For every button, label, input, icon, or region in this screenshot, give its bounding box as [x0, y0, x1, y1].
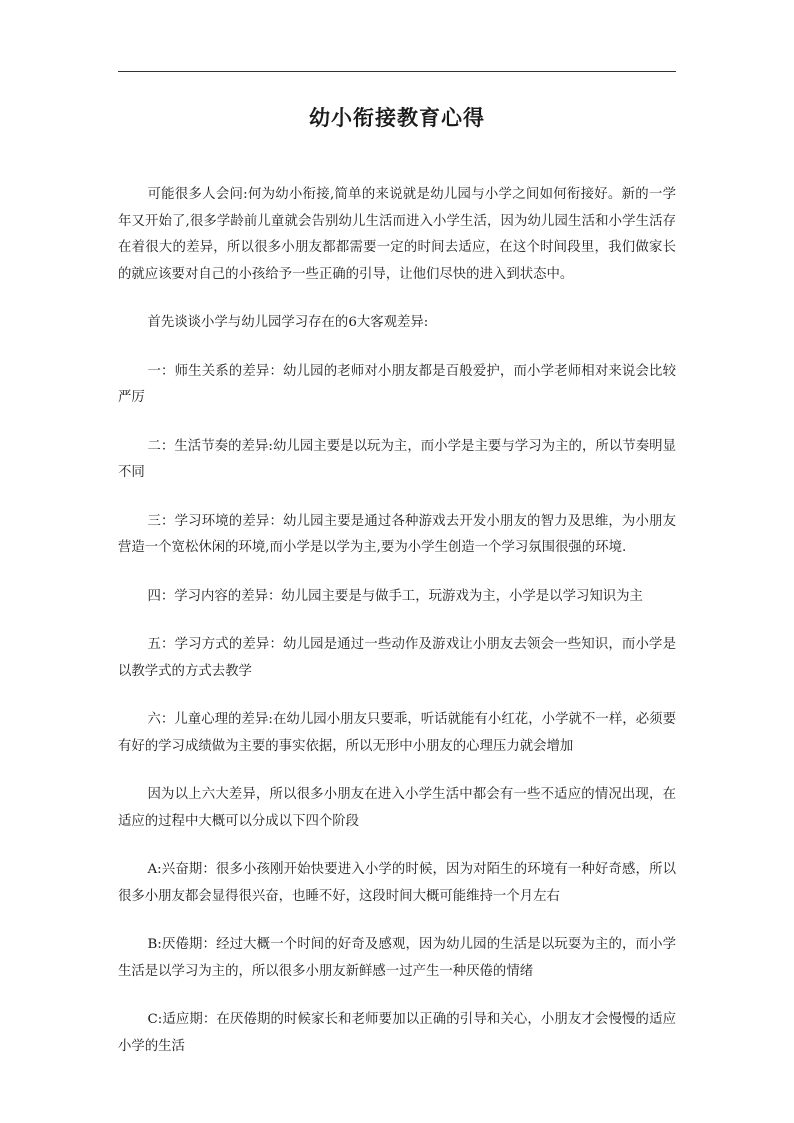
paragraph-difference-6: 六：儿童心理的差异:在幼儿园小朋友只要乖，听话就能有小红花，小学就不一样，必须要有好的学习成绩做为主要的事实依据，所以无形中小朋友的心理压力就会增加 [118, 712, 676, 754]
paragraph-difference-3: 三：学习环境的差异：幼儿园主要是通过各种游戏去开发小朋友的智力及思维，为小朋友营造一个宽松休闲的环境,而小学是以学为主,要为小学生创造一个学习氛围很强的环境. [118, 513, 676, 555]
paragraph-difference-2: 二：生活节奏的差异:幼儿园主要是以玩为主，而小学是主要与学习为主的，所以节奏明显不同 [118, 438, 676, 480]
document-title: 幼小衔接教育心得 [309, 105, 485, 130]
paragraph-stage-c: C:适应期：在厌倦期的时候家长和老师要加以正确的引导和关心，小朋友才会慢慢的适应小学的生活 [118, 1012, 676, 1054]
paragraph-difference-1: 一：师生关系的差异：幼儿园的老师对小朋友都是百般爱护，而小学老师相对来说会比较严厉 [118, 363, 676, 405]
paragraph-intro: 可能很多人会问:何为幼小衔接,简单的来说就是幼儿园与小学之间如何衔接好。新的一学年又开始了,很多学龄前儿童就会告别幼儿生活而进入小学生活，因为幼儿园生活和小学生活存在着很大的差异，所以很多小朋友都都需要一定的时间去适应，在这个时间段里，我们做家长的就应该要对自己的小孩给予一些正确的引导，让他们尽快的进入到状态中。 [118, 187, 676, 282]
paragraph-stages-intro: 因为以上六大差异，所以很多小朋友在进入小学生活中都会有一些不适应的情况出现，在适应的过程中大概可以分成以下四个阶段 [118, 787, 676, 829]
header-rule [118, 71, 676, 72]
paragraph-stage-b: B:厌倦期：经过大概一个时间的好奇及感观，因为幼儿园的生活是以玩耍为主的，而小学生活是以学习为主的，所以很多小朋友新鲜感一过产生一种厌倦的情绪 [118, 937, 676, 979]
paragraph-difference-5: 五：学习方式的差异：幼儿园是通过一些动作及游戏让小朋友去领会一些知识，而小学是以教学式的方式去教学 [118, 637, 676, 679]
paragraph-differences-heading: 首先谈谈小学与幼儿园学习存在的6大客观差异: [147, 315, 429, 330]
paragraph-stage-a: A:兴奋期：很多小孩刚开始快要进入小学的时候，因为对陌生的环境有一种好奇感，所以很多小朋友都会显得很兴奋，也睡不好，这段时间大概可能维持一个月左右 [118, 862, 676, 904]
paragraph-difference-4: 四：学习内容的差异：幼儿园主要是与做手工，玩游戏为主，小学是以学习知识为主 [147, 588, 643, 604]
document-body [118, 182, 676, 1082]
